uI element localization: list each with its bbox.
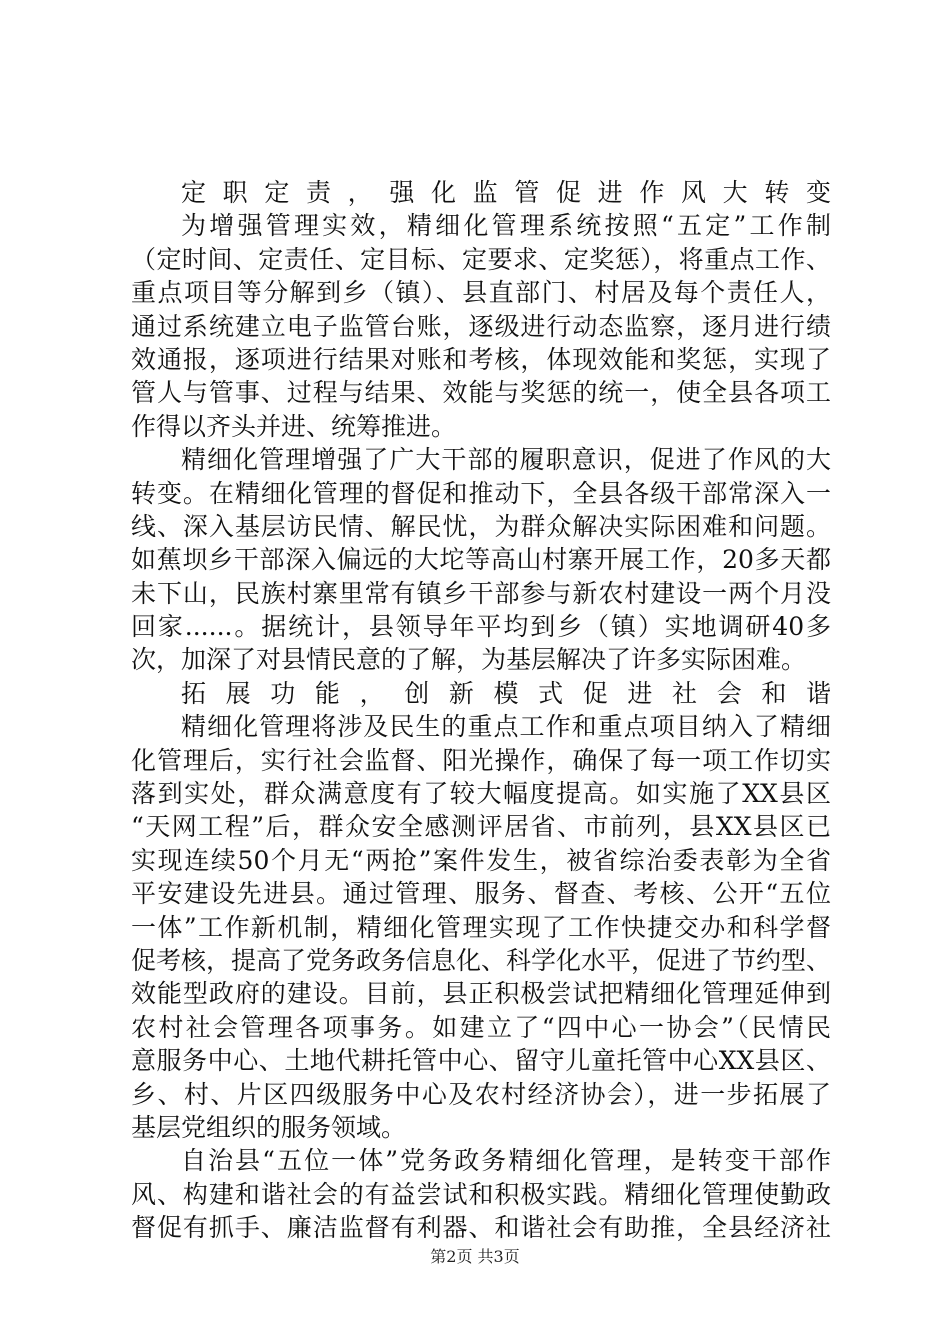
paragraph-line: 落到实处，群众满意度有了较大幅度提高。如实施了XX县区 (131, 779, 831, 809)
paragraph-line: 实现连续50个月无“两抢”案件发生，被省综治委表彰为全省 (131, 845, 831, 875)
paragraph-line: 未下山，民族村寨里常有镇乡干部参与新农村建设一两个月没 (131, 578, 831, 608)
paragraph-line: 转变。在精细化管理的督促和推动下，全县各级干部常深入一 (131, 478, 831, 508)
paragraph-line: 一体”工作新机制，精细化管理实现了工作快捷交办和科学督 (131, 912, 831, 942)
paragraph-line: 为增强管理实效，精细化管理系统按照“五定”工作制 (181, 211, 831, 241)
paragraph-line: 督促有抓手、廉洁监督有利器、和谐社会有助推，全县经济社 (131, 1213, 831, 1243)
paragraph-line: 意服务中心、土地代耕托管中心、留守儿童托管中心XX县区、 (131, 1046, 831, 1076)
paragraph-line: 精细化管理将涉及民生的重点工作和重点项目纳入了精细 (181, 712, 831, 742)
section-heading: 定职定责，强化监管促进作风大转变 (181, 178, 831, 207)
paragraph-line: （定时间、定责任、定目标、定要求、定奖惩），将重点工作、 (131, 244, 831, 274)
paragraph-line: 作得以齐头并进、统筹推进。 (131, 411, 457, 441)
paragraph-line: 促考核，提高了党务政务信息化、科学化水平，促进了节约型、 (131, 945, 832, 975)
paragraph-line: 农村社会管理各项事务。如建立了“四中心一协会”（民情民 (131, 1012, 831, 1042)
paragraph-line: “天网工程”后，群众安全感测评居省、市前列，县XX县区已 (131, 812, 831, 842)
paragraph-line: 精细化管理增强了广大干部的履职意识，促进了作风的大 (181, 445, 831, 475)
paragraph-line: 线、深入基层访民情、解民忧，为群众解决实际困难和问题。 (131, 511, 831, 541)
paragraph-line: 化管理后，实行社会监督、阳光操作，确保了每一项工作切实 (131, 745, 831, 775)
paragraph-line: 重点项目等分解到乡（镇）、县直部门、村居及每个责任人， (131, 278, 831, 308)
paragraph-line: 基层党组织的服务领域。 (131, 1112, 407, 1142)
paragraph-line: 如蕉坝乡干部深入偏远的大坨等高山村寨开展工作，20多天都 (131, 545, 831, 575)
paragraph-line: 风、构建和谐社会的有益尝试和积极实践。精细化管理使勤政 (131, 1179, 831, 1209)
paragraph-line: 平安建设先进县。通过管理、服务、督查、考核、公开“五位 (131, 879, 831, 909)
paragraph-line: 管人与管事、过程与结果、效能与奖惩的统一，使全县各项工 (131, 378, 831, 408)
page-number-label: 第2页 共3页 (430, 1247, 520, 1266)
paragraph-line: 乡、村、片区四级服务中心及农村经济协会），进一步拓展了 (131, 1079, 831, 1109)
paragraph-line: 通过系统建立电子监管台账，逐级进行动态监察，逐月进行绩 (131, 311, 831, 341)
page-footer (0, 1247, 950, 1267)
paragraph-line: 自治县“五位一体”党务政务精细化管理，是转变干部作 (181, 1146, 831, 1176)
paragraph-line: 次，加深了对县情民意的了解，为基层解决了许多实际困难。 (131, 645, 807, 675)
paragraph-line: 效通报，逐项进行结果对账和考核，体现效能和奖惩，实现了 (131, 344, 831, 374)
paragraph-line: 回家......。据统计，县领导年平均到乡（镇）实地调研40多 (131, 612, 831, 642)
section-heading: 拓展功能，创新模式促进社会和谐 (181, 678, 831, 708)
paragraph-line: 效能型政府的建设。目前，县正积极尝试把精细化管理延伸到 (131, 979, 831, 1009)
document-body (131, 176, 831, 1245)
